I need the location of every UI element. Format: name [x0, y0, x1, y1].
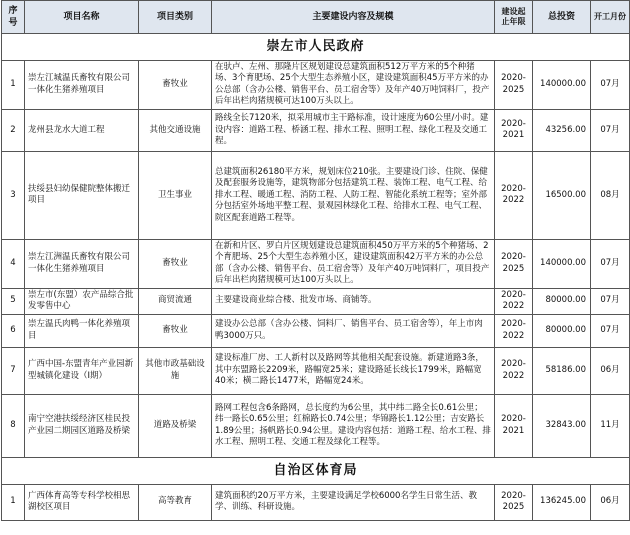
cell-category: 其他交通设施 — [139, 109, 212, 151]
cell-content: 建设办公总部（含办公楼、饲料厂、销售平台、员工宿舍等），年上市肉鸭3000万只。 — [212, 314, 495, 347]
header-row — [2, 1, 630, 34]
cell-start-month: 07月 — [591, 314, 630, 347]
cell-period: 2020-2025 — [495, 239, 533, 288]
cell-no: 3 — [2, 151, 25, 239]
cell-project-name: 崇左江城温氏畜牧有限公司一体化生猪养殖项目 — [25, 61, 139, 110]
header-content: 主要建设内容及规模 — [212, 1, 495, 34]
cell-no: 8 — [2, 394, 25, 457]
cell-no: 5 — [2, 288, 25, 314]
cell-content: 主要建设商业综合楼、批发市场、商铺等。 — [212, 288, 495, 314]
cell-start-month: 07月 — [591, 239, 630, 288]
section-header-row — [2, 457, 630, 484]
cell-investment: 16500.00 — [533, 151, 591, 239]
header-period: 建设起止年限 — [495, 1, 533, 34]
cell-project-name: 扶绥县妇幼保健院整体搬迁项目 — [25, 151, 139, 239]
cell-content: 建筑面积约20万平方米，主要建设满足学校6000名学生日常生活、教学、训练、科研设施。 — [212, 484, 495, 520]
cell-start-month: 11月 — [591, 394, 630, 457]
project-table — [1, 0, 630, 521]
cell-period: 2020-2022 — [495, 288, 533, 314]
cell-category: 其他市政基础设施 — [139, 347, 212, 394]
header-name: 项目名称 — [25, 1, 139, 34]
cell-no: 1 — [2, 61, 25, 110]
cell-start-month: 07月 — [591, 109, 630, 151]
cell-project-name: 崇左江洲温氏畜牧有限公司一体化生猪养殖项目 — [25, 239, 139, 288]
table-row — [2, 314, 630, 347]
cell-category: 畜牧业 — [139, 239, 212, 288]
cell-content: 路网工程包含6条路网，总长度约为6公里，其中纬二路全长0.61公里；纬一路长0.65公里；红棉路长0.74公里；华锦路长1.12公里；吉安路长1.89公里；扬帆路长0.94公里。建设内容包括：道路工程、给水工程、排水工程、照明工程、交通工程及绿化工程等。 — [212, 394, 495, 457]
header-start: 开工月份 — [591, 1, 630, 34]
cell-investment: 80000.00 — [533, 314, 591, 347]
cell-project-name: 龙州县龙水大道工程 — [25, 109, 139, 151]
cell-period: 2020-2022 — [495, 151, 533, 239]
cell-period: 2020-2021 — [495, 109, 533, 151]
cell-project-name: 崇左市(东盟）农产品综合批发零售中心 — [25, 288, 139, 314]
cell-content: 在驮卢、左州、那隆片区规划建设总建筑面积512万平方米的5个种猪场、3个育肥场、25个大型生态养殖小区，建设建筑面积45万平方米的办公总部（含办公楼、销售平台、员工宿舍等）及年产40万吨饲料厂，投产后年出栏肉猪规模可达100万头以上。 — [212, 61, 495, 110]
cell-period: 2020-2022 — [495, 314, 533, 347]
table-row — [2, 239, 630, 288]
cell-period: 2020-2025 — [495, 61, 533, 110]
cell-category: 高等教育 — [139, 484, 212, 520]
table-row — [2, 394, 630, 457]
table-row — [2, 151, 630, 239]
cell-project-name: 广西中国-东盟青年产业园新型城镇化建设（Ⅰ期） — [25, 347, 139, 394]
cell-investment: 32843.00 — [533, 394, 591, 457]
cell-no: 2 — [2, 109, 25, 151]
cell-investment: 136245.00 — [533, 484, 591, 520]
cell-project-name: 南宁空港扶绥经济区桂民投产业园二期园区道路及桥梁 — [25, 394, 139, 457]
cell-start-month: 06月 — [591, 347, 630, 394]
cell-no: 1 — [2, 484, 25, 520]
cell-investment: 58186.00 — [533, 347, 591, 394]
table-row — [2, 288, 630, 314]
cell-category: 畜牧业 — [139, 61, 212, 110]
cell-start-month: 06月 — [591, 484, 630, 520]
cell-no: 6 — [2, 314, 25, 347]
table-row — [2, 109, 630, 151]
cell-investment: 140000.00 — [533, 61, 591, 110]
cell-period: 2020-2022 — [495, 347, 533, 394]
cell-start-month: 07月 — [591, 288, 630, 314]
cell-content: 建设标准厂房、工人新村以及路网等其他相关配套设施。新建道路3条，其中东盟路长2209米，路幅宽25米；建设路延长线长1799米，路幅宽40米；横二路长1477米，路幅宽24米。 — [212, 347, 495, 394]
table-row — [2, 484, 630, 520]
cell-category: 商贸流通 — [139, 288, 212, 314]
cell-investment: 80000.00 — [533, 288, 591, 314]
cell-investment: 140000.00 — [533, 239, 591, 288]
cell-category: 卫生事业 — [139, 151, 212, 239]
cell-project-name: 广西体育高等专科学校相思湖校区项目 — [25, 484, 139, 520]
cell-start-month: 07月 — [591, 61, 630, 110]
table-row — [2, 61, 630, 110]
cell-content: 在新和片区、罗白片区规划建设总建筑面积450万平方米的5个种猪场、2个育肥场、25个大型生态养殖小区，建设建筑面积42万平方米的办公总部（含办公楼、销售平台、员工宿舍等）及年产40万吨饲料厂，项目投产后年出栏肉猪规模可达100万头以上。 — [212, 239, 495, 288]
cell-no: 4 — [2, 239, 25, 288]
table-row — [2, 347, 630, 394]
cell-no: 7 — [2, 347, 25, 394]
header-category: 项目类别 — [139, 1, 212, 34]
section-header-row — [2, 34, 630, 61]
section-title: 自治区体育局 — [2, 457, 630, 484]
cell-period: 2020-2021 — [495, 394, 533, 457]
cell-category: 畜牧业 — [139, 314, 212, 347]
header-investment: 总投资 — [533, 1, 591, 34]
header-no: 序号 — [2, 1, 25, 34]
section-title: 崇左市人民政府 — [2, 34, 630, 61]
cell-investment: 43256.00 — [533, 109, 591, 151]
cell-content: 路线全长7120米，拟采用城市主干路标准，设计速度为60公里/小时。建设内容：道路工程、桥涵工程、排水工程、照明工程、绿化工程及交通工程。 — [212, 109, 495, 151]
cell-start-month: 08月 — [591, 151, 630, 239]
cell-project-name: 崇左温氏肉鸭一体化养殖项目 — [25, 314, 139, 347]
cell-content: 总建筑面积26180平方米，规划床位210张。主要建设门诊、住院、保健及配套服务设施等，建筑物部分包括建筑工程、装饰工程、电气工程、给排水工程、暖通工程、消防工程、人防工程、智能化系统工程等；室外部分包括室外场地平整工程、景观园林绿化工程、给排水工程、电气工程、院区配套道路工程等。 — [212, 151, 495, 239]
cell-category: 道路及桥梁 — [139, 394, 212, 457]
cell-period: 2020-2025 — [495, 484, 533, 520]
